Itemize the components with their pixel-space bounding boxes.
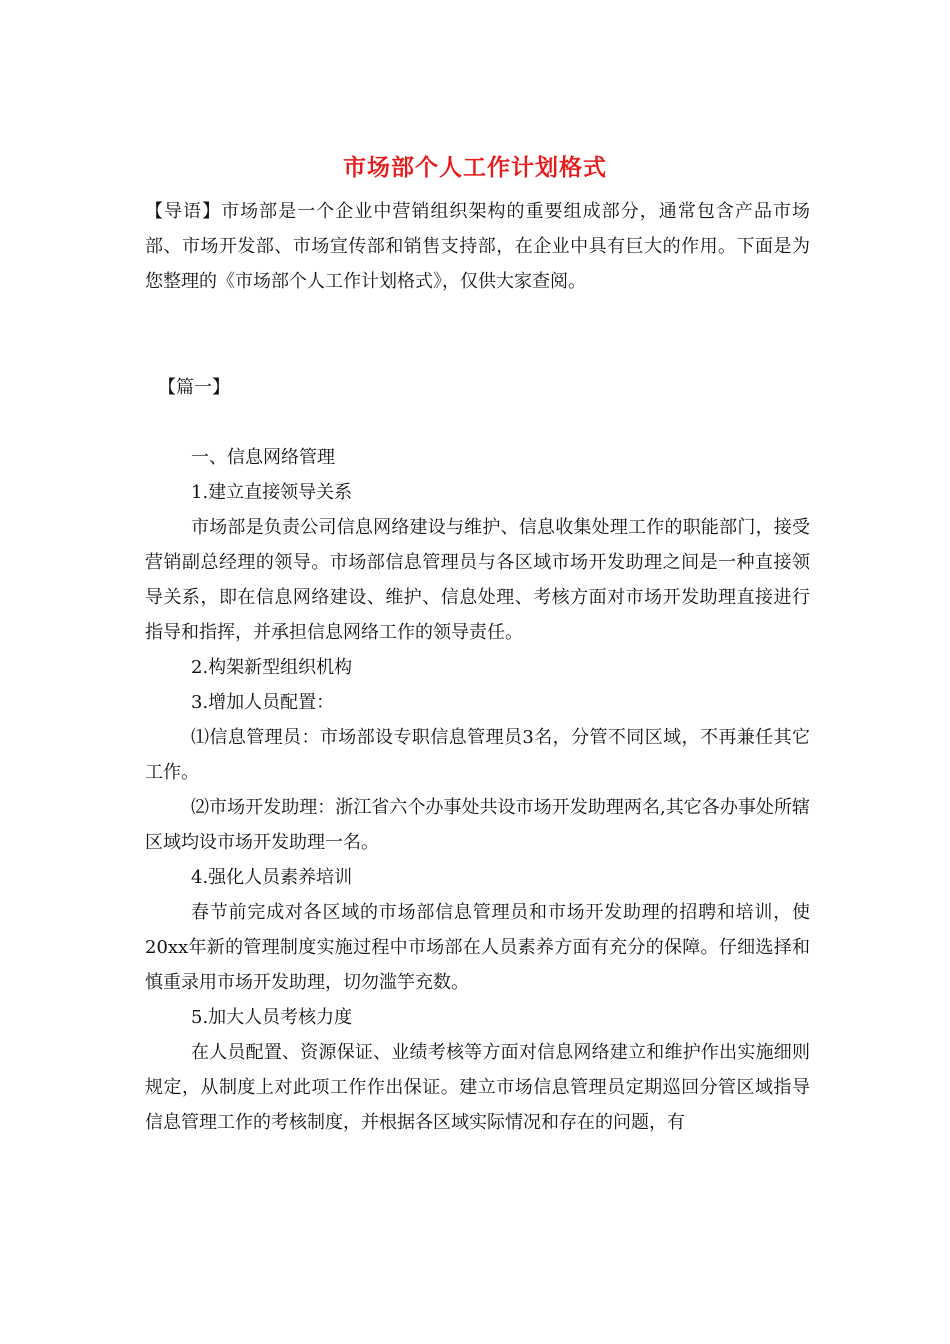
subheading-3: 3.增加人员配置： [191,692,335,713]
subheading-4: 4.强化人员素养培训 [191,867,353,888]
subheading-5: 5.加大人员考核力度 [191,1007,353,1028]
section-label: 【篇一】 [158,377,230,398]
list-item-1: ⑴信息管理员：市场部设专职信息管理员3名，分管不同区域，不再兼任其它工作。 [145,727,810,783]
document-body [145,440,810,1140]
heading-info-network: 一、信息网络管理 [191,447,335,468]
paragraph-3: 在人员配置、资源保证、业绩考核等方面对信息网络建立和维护作出实施细则规定，从制度上对此项工作作出保证。建立市场信息管理员定期巡回分管区域指导信息管理工作的考核制度，并根据各区域实际情况和存在的问题，有 [145,1042,810,1133]
intro-paragraph: 【导语】市场部是一个企业中营销组织架构的重要组成部分，通常包含产品市场部、市场开发部、市场宣传部和销售支持部，在企业中具有巨大的作用。下面是为您整理的《市场部个人工作计划格式》，仅供大家查阅。 [145,201,810,292]
paragraph-2: 春节前完成对各区域的市场部信息管理员和市场开发助理的招聘和培训，使20xx年新的管理制度实施过程中市场部在人员素养方面有充分的保障。仔细选择和慎重录用市场开发助理，切勿滥竽充数。 [145,902,810,993]
subheading-1: 1.建立直接领导关系 [191,482,353,503]
document-title: 市场部个人工作计划格式 [343,154,607,181]
subheading-2: 2.构架新型组织机构 [191,657,353,678]
list-item-2: ⑵市场开发助理：浙江省六个办事处共设市场开发助理两名,其它各办事处所辖区域均设市场开发助理一名。 [145,797,810,853]
paragraph-1: 市场部是负责公司信息网络建设与维护、信息收集处理工作的职能部门，接受营销副总经理的领导。市场部信息管理员与各区域市场开发助理之间是一种直接领导关系，即在信息网络建设、维护、信息处理、考核方面对市场开发助理直接进行指导和指挥，并承担信息网络工作的领导责任。 [145,517,810,643]
